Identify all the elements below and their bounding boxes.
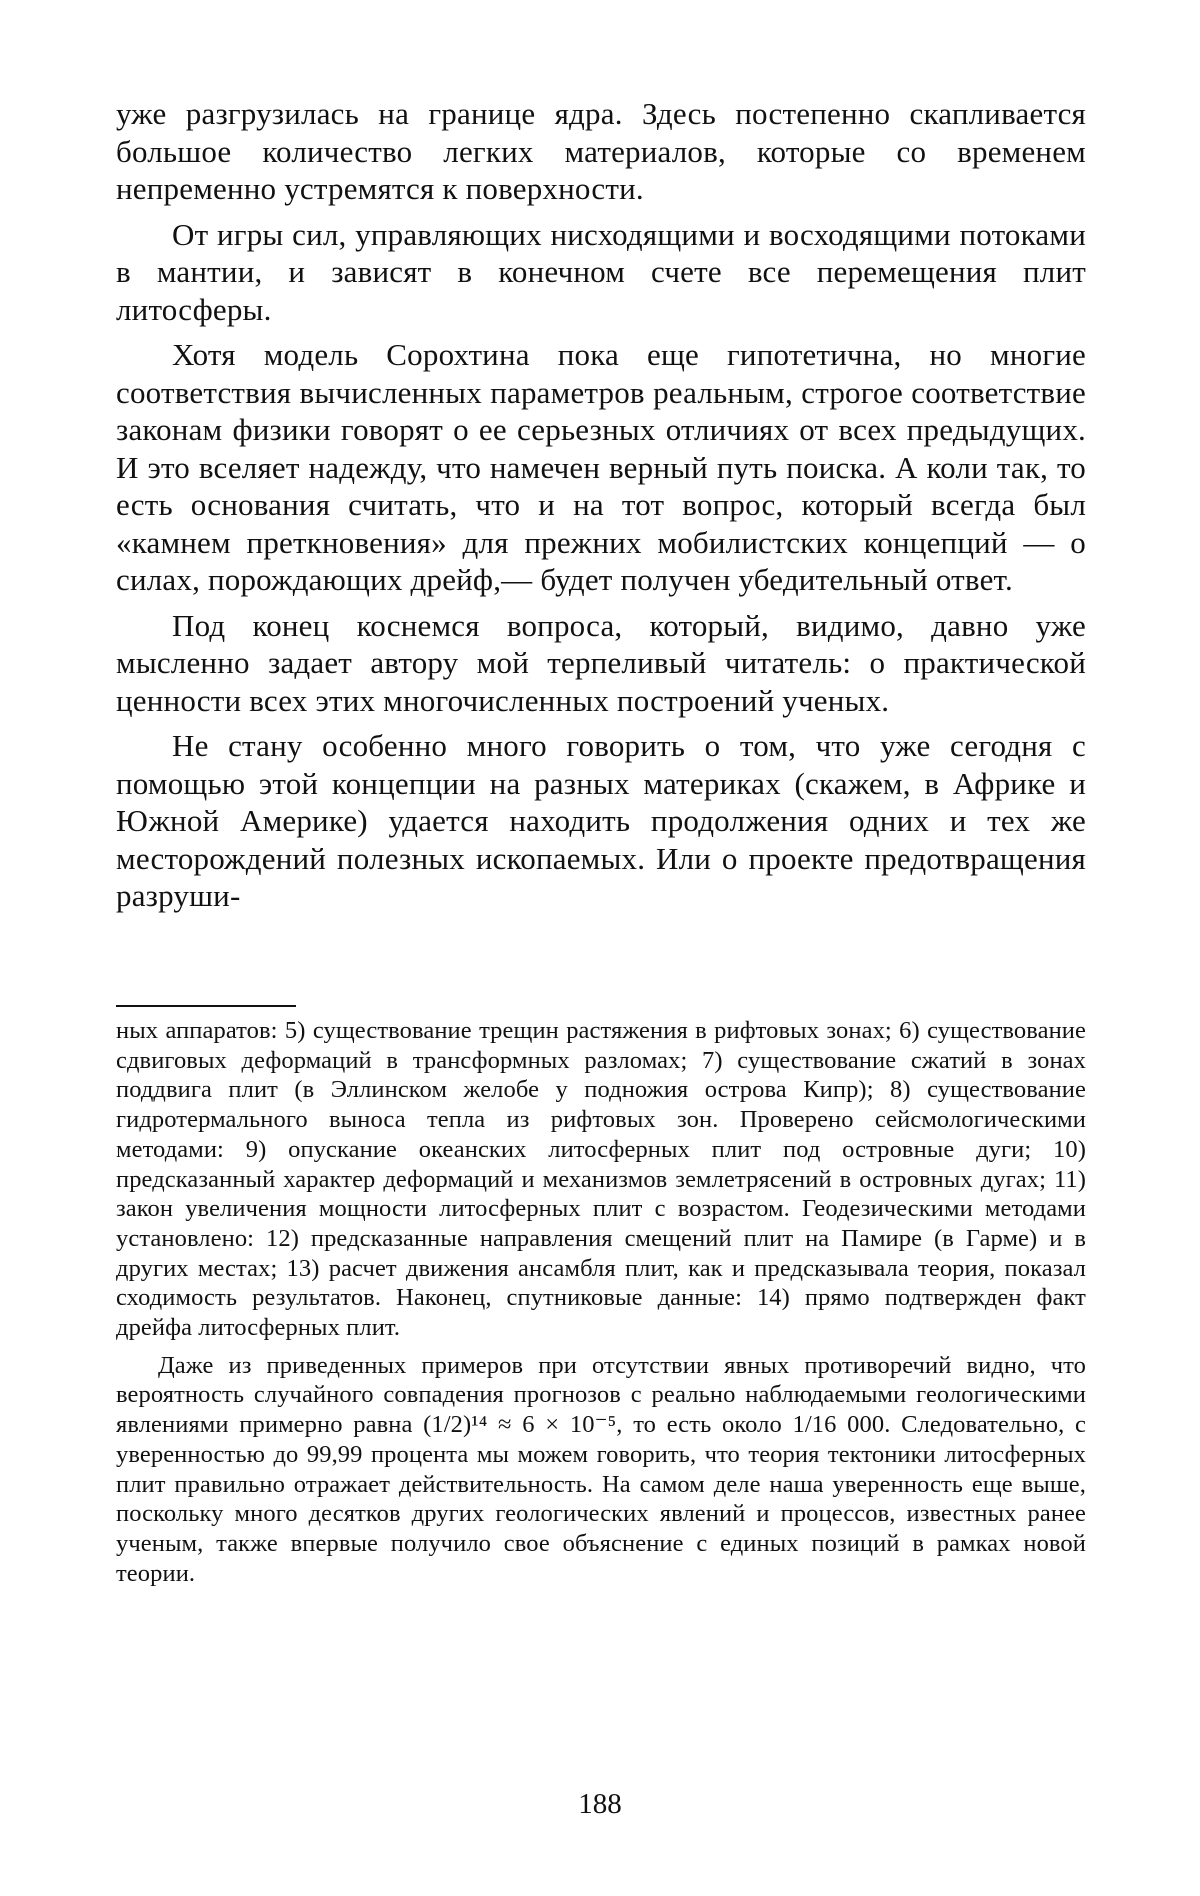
page-number: 188: [0, 1788, 1200, 1821]
footnote-paragraph-1: ных аппаратов: 5) существование трещин растяжения в рифтовых зонах; 6) существование сдвиговых деформаций в трансформных разломах; 7) существование сжатий в зонах поддвига плит (в Эллинском желобе у подножия острова Кипр); 8) существование гидротермального выноса тепла из рифтовых зон. Проверено сейсмологическими методами: 9) опускание океанских литосферных плит под островные дуги; 10) предсказанный характер деформаций и механизмов землетрясений в островных дугах; 11) закон увеличения мощности литосферных плит с возрастом. Геодезическими методами установлено: 12) предсказанные направления смещений плит на Памире (в Гарме) и в других местах; 13) расчет движения ансамбля плит, как и предсказывала теория, показал сходимость результатов. Наконец, спутниковые данные: 14) прямо подтвержден факт дрейфа литосферных плит.: [116, 1016, 1086, 1343]
paragraph-4: Под конец коснемся вопроса, который, видимо, давно уже мысленно задает автору мой терпеливый читатель: о практической ценности всех этих многочисленных построений ученых.: [116, 607, 1086, 720]
footnote-paragraph-2: Даже из приведенных примеров при отсутствии явных противоречий видно, что вероятность случайного совпадения прогнозов с реально наблюдаемыми геологическими явлениями примерно равна (1/2)¹⁴ ≈ 6 × 10⁻⁵, то есть около 1/16 000. Следовательно, с уверенностью до 99,99 процента мы можем говорить, что теория тектоники литосферных плит правильно отражает действительность. На самом деле наша уверенность еще выше, поскольку много десятков других геологических явлений и процессов, известных ранее ученым, также впервые получило свое объяснение с единых позиций в рамках новой теории.: [116, 1351, 1086, 1589]
main-text: [116, 95, 1086, 923]
book-page: [0, 0, 1200, 1896]
paragraph-2: От игры сил, управляющих нисходящими и восходящими потоками в мантии, и зависят в конечном счете все перемещения плит литосферы.: [116, 216, 1086, 329]
paragraph-1: уже разгрузилась на границе ядра. Здесь постепенно скапливается большое количество легких материалов, которые со временем непременно устремятся к поверхности.: [116, 95, 1086, 208]
footnote-separator: [116, 1005, 296, 1007]
paragraph-3: Хотя модель Сорохтина пока еще гипотетична, но многие соответствия вычисленных параметров реальным, строгое соответствие законам физики говорят о ее серьезных отличиях от всех предыдущих. И это вселяет надежду, что намечен верный путь поиска. А коли так, то есть основания считать, что и на тот вопрос, который всегда был «камнем преткновения» для прежних мобилистских концепций — о силах, порождающих дрейф,— будет получен убедительный ответ.: [116, 336, 1086, 599]
paragraph-5: Не стану особенно много говорить о том, что уже сегодня с помощью этой концепции на разных материках (скажем, в Африке и Южной Америке) удается находить продолжения одних и тех же месторождений полезных ископаемых. Или о проекте предотвращения разруши-: [116, 727, 1086, 915]
footnote: [116, 1016, 1086, 1596]
